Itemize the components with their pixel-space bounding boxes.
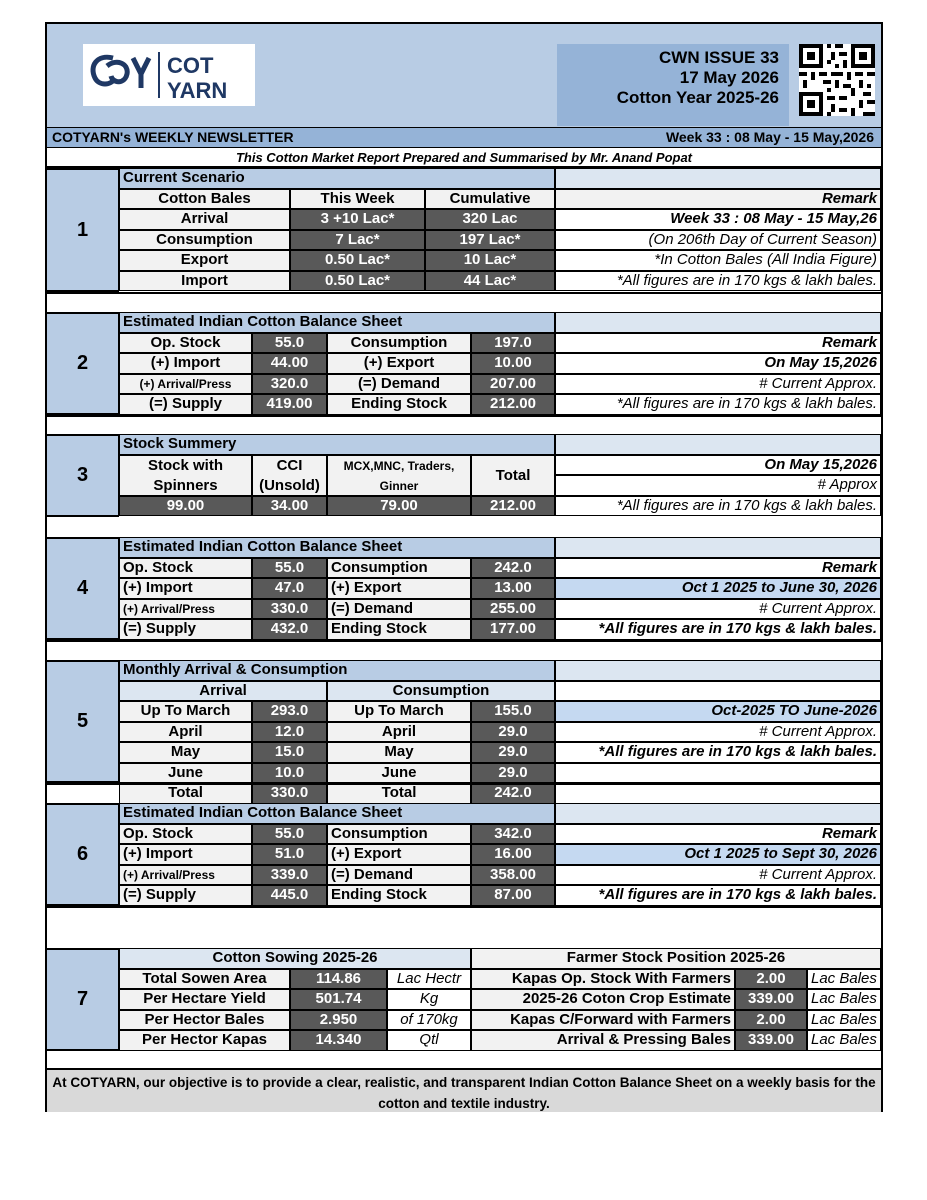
remark-header-blank <box>555 660 881 681</box>
row-label: (+) Export <box>327 578 471 599</box>
right-value: 342.0 <box>471 824 555 845</box>
sowing-label: Per Hector Bales <box>119 1010 290 1031</box>
farmer-unit: Lac Bales <box>807 1030 881 1051</box>
remark-header-blank <box>555 803 881 824</box>
arrival-value: 12.0 <box>252 722 327 743</box>
remark: *All figures are in 170 kgs & lakh bales. <box>555 496 881 517</box>
row-label: (=) Demand <box>327 599 471 620</box>
remark: Oct 1 2025 to June 30, 2026 <box>555 578 881 599</box>
week-range: Week 33 : 08 May - 15 May,2026 <box>665 129 874 145</box>
header-line: Stock with <box>147 456 223 474</box>
row-label: Up To March <box>119 701 252 722</box>
row-label: Ending Stock <box>327 394 471 415</box>
cotyarn-logo <box>83 44 255 106</box>
right-value: 212.00 <box>471 394 555 415</box>
section-title: Monthly Arrival & Consumption <box>119 660 555 681</box>
column-header: Consumption <box>327 681 555 702</box>
issue-number: CWN ISSUE 33 <box>659 48 779 67</box>
right-value: 197.0 <box>471 333 555 354</box>
right-value: 358.00 <box>471 865 555 886</box>
stock-value: 212.00 <box>471 496 555 517</box>
row-label: April <box>327 722 471 743</box>
remark-header-blank <box>555 434 881 455</box>
left-value: 330.0 <box>252 599 327 620</box>
row-label: Up To March <box>327 701 471 722</box>
remark: # Current Approx. <box>555 865 881 886</box>
remark: *All figures are in 170 kgs & lakh bales. <box>555 885 881 906</box>
section-number: 5 <box>47 660 119 783</box>
section-spacer <box>47 415 881 435</box>
sowing-label: Per Hectare Yield <box>119 989 290 1010</box>
left-value: 47.0 <box>252 578 327 599</box>
left-value: 55.0 <box>252 558 327 579</box>
row-label: (+) Export <box>327 353 471 374</box>
farmer-value: 339.00 <box>735 1030 807 1051</box>
remark-blank <box>555 681 881 702</box>
issue-box <box>557 44 789 126</box>
remark: # Current Approx. <box>555 374 881 395</box>
stock-value: 79.00 <box>327 496 471 517</box>
sowing-value: 2.950 <box>290 1010 387 1031</box>
section-number: 6 <box>47 803 119 906</box>
sowing-label: Total Sowen Area <box>119 969 290 990</box>
row-label: (+) Arrival/Press <box>119 599 252 620</box>
column-header: Cumulative <box>425 189 555 210</box>
column-header: Arrival <box>119 681 327 702</box>
remark: On May 15,2026 <box>555 455 881 476</box>
farmer-unit: Lac Bales <box>807 989 881 1010</box>
consumption-value: 29.0 <box>471 742 555 763</box>
right-value: 10.00 <box>471 353 555 374</box>
farmer-value: 2.00 <box>735 1010 807 1031</box>
newsletter-title: COTYARN's WEEKLY NEWSLETTER <box>52 129 294 145</box>
section-number: 1 <box>47 168 119 292</box>
row-label: Consumption <box>327 558 471 579</box>
newsletter-sheet <box>45 22 883 1112</box>
remark: *In Cotton Bales (All India Figure) <box>555 250 881 271</box>
section-title: Estimated Indian Cotton Balance Sheet <box>119 803 555 824</box>
row-label: Consumption <box>327 333 471 354</box>
column-header: Remark <box>555 189 881 210</box>
row-label: April <box>119 722 252 743</box>
remark-header-blank <box>555 312 881 333</box>
cumulative-value: 44 Lac* <box>425 271 555 292</box>
section-number: 4 <box>47 537 119 640</box>
row-label: Total <box>327 783 471 804</box>
footer-note: At COTYARN, our objective is to provide a clear, realistic, and transparent Indian Cotton Balance Sheet on a weekly basis for the cotton and textile industry. <box>47 1068 881 1112</box>
remark: # Approx <box>555 475 881 496</box>
consumption-value: 155.0 <box>471 701 555 722</box>
sowing-value: 14.340 <box>290 1030 387 1051</box>
remark: Remark <box>555 824 881 845</box>
issue-date: 17 May 2026 <box>679 68 779 87</box>
row-label: Consumption <box>327 824 471 845</box>
row-label: (=) Supply <box>119 394 252 415</box>
section-spacer <box>47 292 881 312</box>
remark: On May 15,2026 <box>555 353 881 374</box>
left-value: 44.00 <box>252 353 327 374</box>
remark: *All figures are in 170 kgs & lakh bales. <box>555 394 881 415</box>
left-value: 320.0 <box>252 374 327 395</box>
section-title: Stock Summery <box>119 434 555 455</box>
column-header <box>327 455 471 496</box>
row-label: (+) Arrival/Press <box>119 374 252 395</box>
consumption-value: 29.0 <box>471 763 555 784</box>
arrival-value: 10.0 <box>252 763 327 784</box>
row-label: Import <box>119 271 290 292</box>
farmer-value: 2.00 <box>735 969 807 990</box>
left-value: 55.0 <box>252 824 327 845</box>
row-label: May <box>119 742 252 763</box>
header-line: (Unsold) <box>259 476 320 494</box>
left-value: 419.00 <box>252 394 327 415</box>
section-number: 3 <box>47 434 119 517</box>
this-week-value: 0.50 Lac* <box>290 271 425 292</box>
left-value: 51.0 <box>252 844 327 865</box>
consumption-value: 29.0 <box>471 722 555 743</box>
remark-header-blank <box>555 537 881 558</box>
cumulative-value: 197 Lac* <box>425 230 555 251</box>
logo-text-yarn: YARN <box>167 78 228 103</box>
column-header <box>252 455 327 496</box>
this-week-value: 0.50 Lac* <box>290 250 425 271</box>
section-number: 2 <box>47 312 119 415</box>
section-title: Estimated Indian Cotton Balance Sheet <box>119 537 555 558</box>
row-label: June <box>327 763 471 784</box>
sowing-unit: Lac Hectr <box>387 969 471 990</box>
right-value: 16.00 <box>471 844 555 865</box>
stock-value: 99.00 <box>119 496 252 517</box>
row-label: (=) Supply <box>119 885 252 906</box>
cumulative-value: 320 Lac <box>425 209 555 230</box>
sowing-value: 501.74 <box>290 989 387 1010</box>
arrival-value: 15.0 <box>252 742 327 763</box>
row-label: (=) Demand <box>327 865 471 886</box>
left-value: 55.0 <box>252 333 327 354</box>
right-value: 255.00 <box>471 599 555 620</box>
this-week-value: 7 Lac* <box>290 230 425 251</box>
farmer-label: 2025-26 Coton Crop Estimate <box>471 989 735 1010</box>
logo-text-cot: COT <box>167 53 214 78</box>
remark: Week 33 : 08 May - 15 May,26 <box>555 209 881 230</box>
farmer-value: 339.00 <box>735 989 807 1010</box>
row-label: Op. Stock <box>119 558 252 579</box>
sowing-unit: of 170kg <box>387 1010 471 1031</box>
column-header: Cotton Bales <box>119 189 290 210</box>
header-line: MCX,MNC, Traders, <box>343 458 455 473</box>
section-title: Estimated Indian Cotton Balance Sheet <box>119 312 555 333</box>
cotton-year: Cotton Year 2025-26 <box>616 88 779 107</box>
row-label: Op. Stock <box>119 333 252 354</box>
remark: # Current Approx. <box>555 599 881 620</box>
stock-value: 34.00 <box>252 496 327 517</box>
section-spacer <box>47 783 881 803</box>
row-label: (+) Import <box>119 578 252 599</box>
farmer-label: Arrival & Pressing Bales <box>471 1030 735 1051</box>
remark: Remark <box>555 333 881 354</box>
remark: Oct 1 2025 to Sept 30, 2026 <box>555 844 881 865</box>
sowing-value: 114.86 <box>290 969 387 990</box>
row-label: (+) Arrival/Press <box>119 865 252 886</box>
remark: (On 206th Day of Current Season) <box>555 230 881 251</box>
farmer-unit: Lac Bales <box>807 1010 881 1031</box>
remark: Remark <box>555 558 881 579</box>
row-label: Export <box>119 250 290 271</box>
sowing-unit: Kg <box>387 989 471 1010</box>
newsletter-band <box>47 127 881 148</box>
cumulative-value: 10 Lac* <box>425 250 555 271</box>
section-number: 7 <box>47 948 119 1051</box>
remark-header-blank <box>555 168 881 189</box>
column-header: This Week <box>290 189 425 210</box>
remark: *All figures are in 170 kgs & lakh bales. <box>555 619 881 640</box>
column-header <box>119 455 252 496</box>
farmer-label: Kapas C/Forward with Farmers <box>471 1010 735 1031</box>
right-value: 13.00 <box>471 578 555 599</box>
row-label: Consumption <box>119 230 290 251</box>
right-value: 207.00 <box>471 374 555 395</box>
left-value: 339.0 <box>252 865 327 886</box>
section-spacer <box>47 906 881 926</box>
right-value: 87.00 <box>471 885 555 906</box>
row-label: Ending Stock <box>327 885 471 906</box>
section-spacer <box>47 640 881 660</box>
arrival-value: 293.0 <box>252 701 327 722</box>
column-header: Total <box>471 455 555 496</box>
farmer-unit: Lac Bales <box>807 969 881 990</box>
row-label: (=) Supply <box>119 619 252 640</box>
consumption-value: 242.0 <box>471 783 555 804</box>
remark: *All figures are in 170 kgs & lakh bales. <box>555 271 881 292</box>
farmer-label: Kapas Op. Stock With Farmers <box>471 969 735 990</box>
header-line: Spinners <box>153 476 218 494</box>
remark: *All figures are in 170 kgs & lakh bales. <box>555 742 881 763</box>
farmer-stock-title: Farmer Stock Position 2025-26 <box>471 948 881 969</box>
remark <box>555 763 881 784</box>
row-label: Total <box>119 783 252 804</box>
left-value: 432.0 <box>252 619 327 640</box>
row-label: Op. Stock <box>119 824 252 845</box>
header-line: CCI <box>276 456 303 474</box>
right-value: 177.00 <box>471 619 555 640</box>
qr-code-icon[interactable] <box>799 44 875 116</box>
header-line: Ginner <box>379 478 419 493</box>
remark: # Current Approx. <box>555 722 881 743</box>
sowing-title: Cotton Sowing 2025-26 <box>119 948 471 969</box>
this-week-value: 3 +10 Lac* <box>290 209 425 230</box>
row-label: (+) Import <box>119 844 252 865</box>
row-label: (+) Export <box>327 844 471 865</box>
row-label: (+) Import <box>119 353 252 374</box>
right-value: 242.0 <box>471 558 555 579</box>
left-value: 445.0 <box>252 885 327 906</box>
section-title: Current Scenario <box>119 168 555 189</box>
row-label: Ending Stock <box>327 619 471 640</box>
prepared-by: This Cotton Market Report Prepared and Summarised by Mr. Anand Popat <box>47 148 881 168</box>
row-label: June <box>119 763 252 784</box>
row-label: (=) Demand <box>327 374 471 395</box>
sowing-unit: Qtl <box>387 1030 471 1051</box>
sowing-label: Per Hector Kapas <box>119 1030 290 1051</box>
row-label: Arrival <box>119 209 290 230</box>
arrival-value: 330.0 <box>252 783 327 804</box>
remark: Oct-2025 TO June-2026 <box>555 701 881 722</box>
row-label: May <box>327 742 471 763</box>
